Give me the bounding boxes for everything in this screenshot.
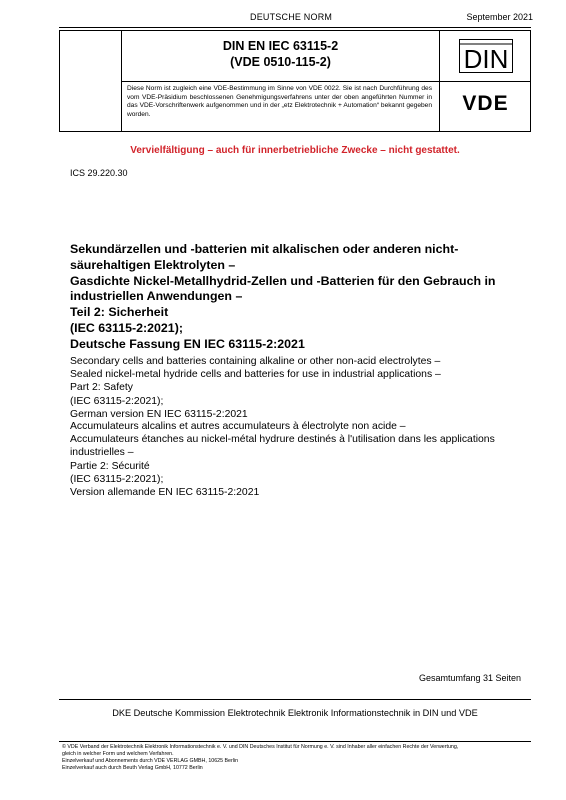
title-fr-line: Version allemande EN IEC 63115-2:2021	[70, 487, 260, 499]
title-de-line: industriellen Anwendungen –	[70, 289, 243, 304]
title-de-line: Deutsche Fassung EN IEC 63115-2:2021	[70, 336, 305, 351]
title-de-line: Sekundärzellen und -batterien mit alkalischen oder anderen nicht-	[70, 242, 459, 256]
vde-number: (VDE 0510-115-2)	[230, 55, 331, 69]
copyright-notice	[62, 744, 532, 772]
copyright-line: Einzelverkauf auch durch Beuth Verlag GmbH, 10772 Berlin	[62, 764, 203, 771]
title-fr-line: Accumulateurs étanches au nickel-métal hydrure destinés à l'utilisation dans les applications	[70, 434, 495, 446]
copyright-line: Einzelverkauf und Abonnements durch VDE VERLAG GMBH, 10625 Berlin	[62, 757, 239, 764]
document-type-label: DEUTSCHE NORM	[250, 12, 333, 22]
title-fr-line: Partie 2: Sécurité	[70, 460, 150, 472]
title-en-line: Sealed nickel-metal hydride cells and batteries for use in industrial applications –	[70, 369, 441, 381]
title-french	[70, 420, 525, 499]
reproduction-warning: Vervielfältigung – auch für innerbetriebliche Zwecke – nicht gestattet.	[130, 145, 460, 156]
footer-divider	[59, 699, 531, 700]
din-logo-text: DIN	[463, 44, 508, 73]
title-de-line: Gasdichte Nickel-Metallhydrid-Zellen und -Batterien für den Gebrauch in	[70, 273, 496, 288]
title-de-line: säurehaltigen Elektrolyten –	[70, 257, 236, 272]
header-divider	[59, 27, 531, 28]
title-fr-line: Accumulateurs alcalins et autres accumulateurs à électrolyte non acide –	[70, 421, 406, 432]
title-en-line: German version EN IEC 63115-2:2021	[70, 408, 248, 420]
title-fr-line: (IEC 63115-2:2021);	[70, 473, 164, 485]
title-en-line: Part 2: Safety	[70, 382, 133, 394]
ics-code: ICS 29.220.30	[70, 168, 128, 178]
title-german	[70, 242, 525, 353]
total-pages: Gesamtumfang 31 Seiten	[418, 673, 521, 683]
standard-info-box	[59, 30, 531, 132]
din-logo-icon	[459, 39, 513, 73]
box-divider-horizontal	[121, 81, 530, 82]
standard-number: DIN EN IEC 63115-2	[222, 39, 339, 53]
publication-date: September 2021	[466, 12, 533, 22]
vde-logo: VDE	[462, 92, 509, 115]
dke-committee: DKE Deutsche Kommission Elektrotechnik Elektronik Informationstechnik in DIN und VDE	[112, 708, 478, 718]
din-logo	[440, 36, 531, 76]
copyright-line: © VDE Verband der Elektrotechnik Elektronik Informationstechnik e. V. und DIN Deutsches Institut für Normung e. V. sind Inhaber aller einfachen Rechte der Verwertung,	[62, 744, 459, 750]
standard-number-block	[122, 38, 439, 70]
vde-note: Diese Norm ist zugleich eine VDE-Bestimmung im Sinne von VDE 0022. Sie ist nach Durchführung des vom VDE-Präsidium beschlossenen Genehmigungsverfahrens unter der oben angeführten Nummer in das VDE-Vorschriftenwerk aufgenommen und in der „etz Elektrotechnik + Automation“ bekannt gegeben worden.	[127, 85, 432, 118]
title-de-line: Teil 2: Sicherheit	[70, 305, 169, 320]
title-en-line: Secondary cells and batteries containing alkaline or other non-acid electrolytes –	[70, 356, 441, 367]
title-fr-line: industrielles –	[70, 447, 134, 459]
copyright-divider	[59, 741, 531, 742]
title-de-line: (IEC 63115-2:2021);	[70, 320, 183, 335]
title-english	[70, 355, 525, 421]
title-en-line: (IEC 63115-2:2021);	[70, 395, 164, 407]
copyright-line: gleich in welcher Form und welchem Verfahren.	[62, 750, 174, 757]
